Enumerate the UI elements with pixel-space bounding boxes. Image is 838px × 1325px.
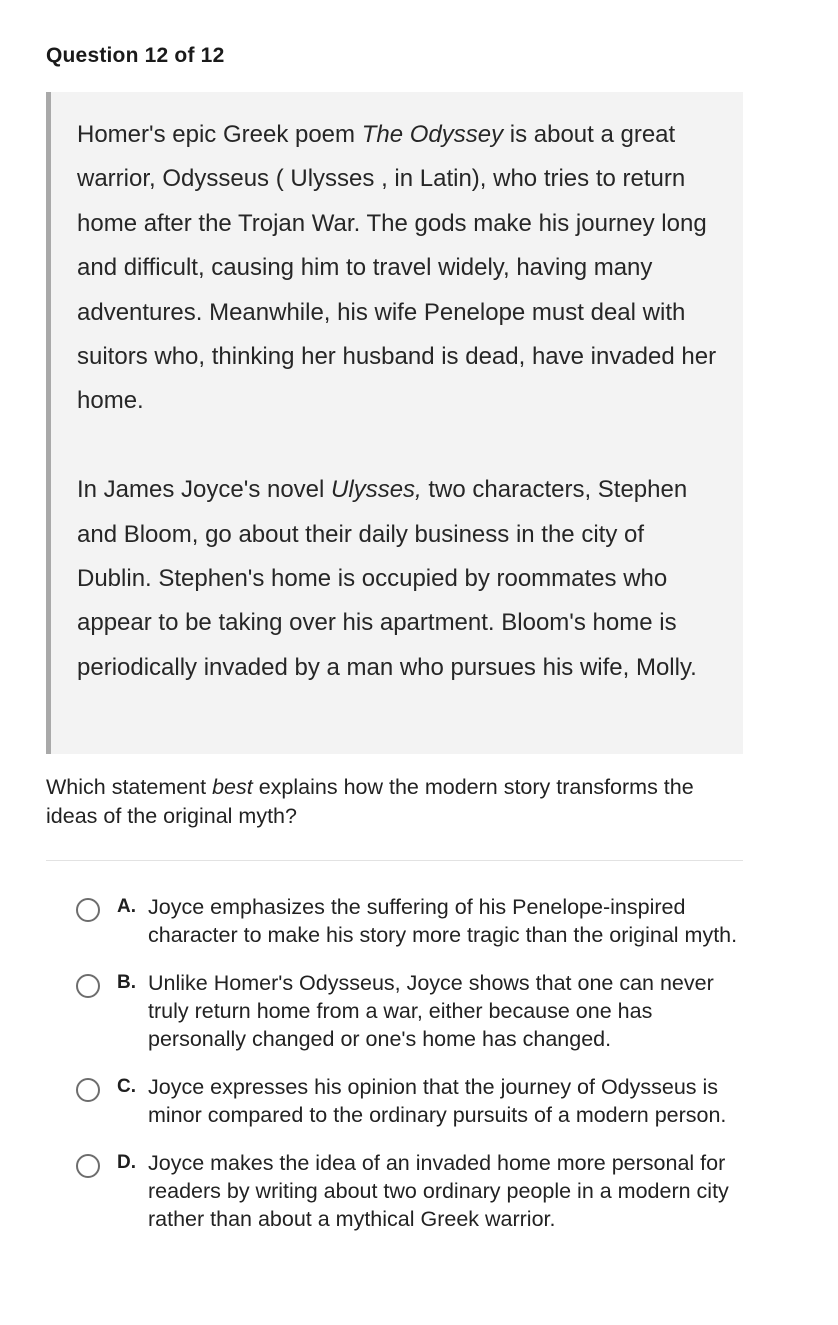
passage-box (46, 92, 743, 754)
answer-option-c[interactable] (76, 1073, 748, 1129)
ulysses-title: Ulysses, (331, 476, 422, 504)
prompt-text-after: explains how the modern story transforms the ideas of the original myth? (46, 775, 694, 828)
passage-paragraph-2 (77, 468, 717, 690)
answer-option-d[interactable] (76, 1149, 748, 1233)
option-letter-c: C. (117, 1076, 136, 1097)
odyssey-title: The Odyssey (361, 121, 504, 148)
passage-1-text-after: is about a great warrior, Odysseus ( Ulysses , in Latin), who tries to return home after the Trojan War. The gods make his journey long and difficult, causing him to travel widely, having many adventures. Meanwhile, his wife Penelope must deal with suitors who, thinking her husband is dead, have invaded her home. (77, 121, 717, 415)
answer-option-b[interactable] (76, 969, 748, 1053)
passage-paragraph-1 (77, 113, 717, 424)
option-letter-d: D. (117, 1152, 136, 1173)
radio-button-d[interactable] (76, 1154, 100, 1178)
option-text-c[interactable]: Joyce expresses his opinion that the journey of Odysseus is minor compared to the ordinary pursuits of a modern person. (148, 1075, 727, 1127)
question-number-heading: Question 12 of 12 (46, 44, 225, 67)
option-text-a[interactable]: Joyce emphasizes the suffering of his Penelope-inspired character to make his story more tragic than the original myth. (148, 895, 738, 947)
radio-button-b[interactable] (76, 974, 100, 998)
radio-button-a[interactable] (76, 898, 100, 922)
question-prompt (46, 773, 746, 831)
answer-option-a[interactable] (76, 893, 748, 949)
passage-1-text-before: Homer's epic Greek poem (77, 121, 362, 148)
answer-options (76, 893, 748, 1233)
option-text-b[interactable]: Unlike Homer's Odysseus, Joyce shows that one can never truly return home from a war, either because one has personally changed or one's home has changed. (148, 971, 714, 1051)
prompt-emphasis: best (212, 775, 253, 799)
radio-button-c[interactable] (76, 1078, 100, 1102)
option-letter-b: B. (117, 972, 136, 993)
passage-2-text-after: two characters, Stephen and Bloom, go about their daily business in the city of Dublin. Stephen's home is occupied by roommates who appear to be taking over his apartment. Bloom's home is periodically invaded by a man who pursues his wife, Molly. (77, 476, 697, 681)
prompt-text-before: Which statement (46, 775, 213, 799)
option-text-d[interactable]: Joyce makes the idea of an invaded home more personal for readers by writing about two ordinary people in a modern city rather than about a mythical Greek warrior. (148, 1151, 729, 1231)
passage-2-text-before: In James Joyce's novel (77, 476, 332, 504)
option-letter-a: A. (117, 896, 136, 917)
divider (46, 860, 743, 861)
